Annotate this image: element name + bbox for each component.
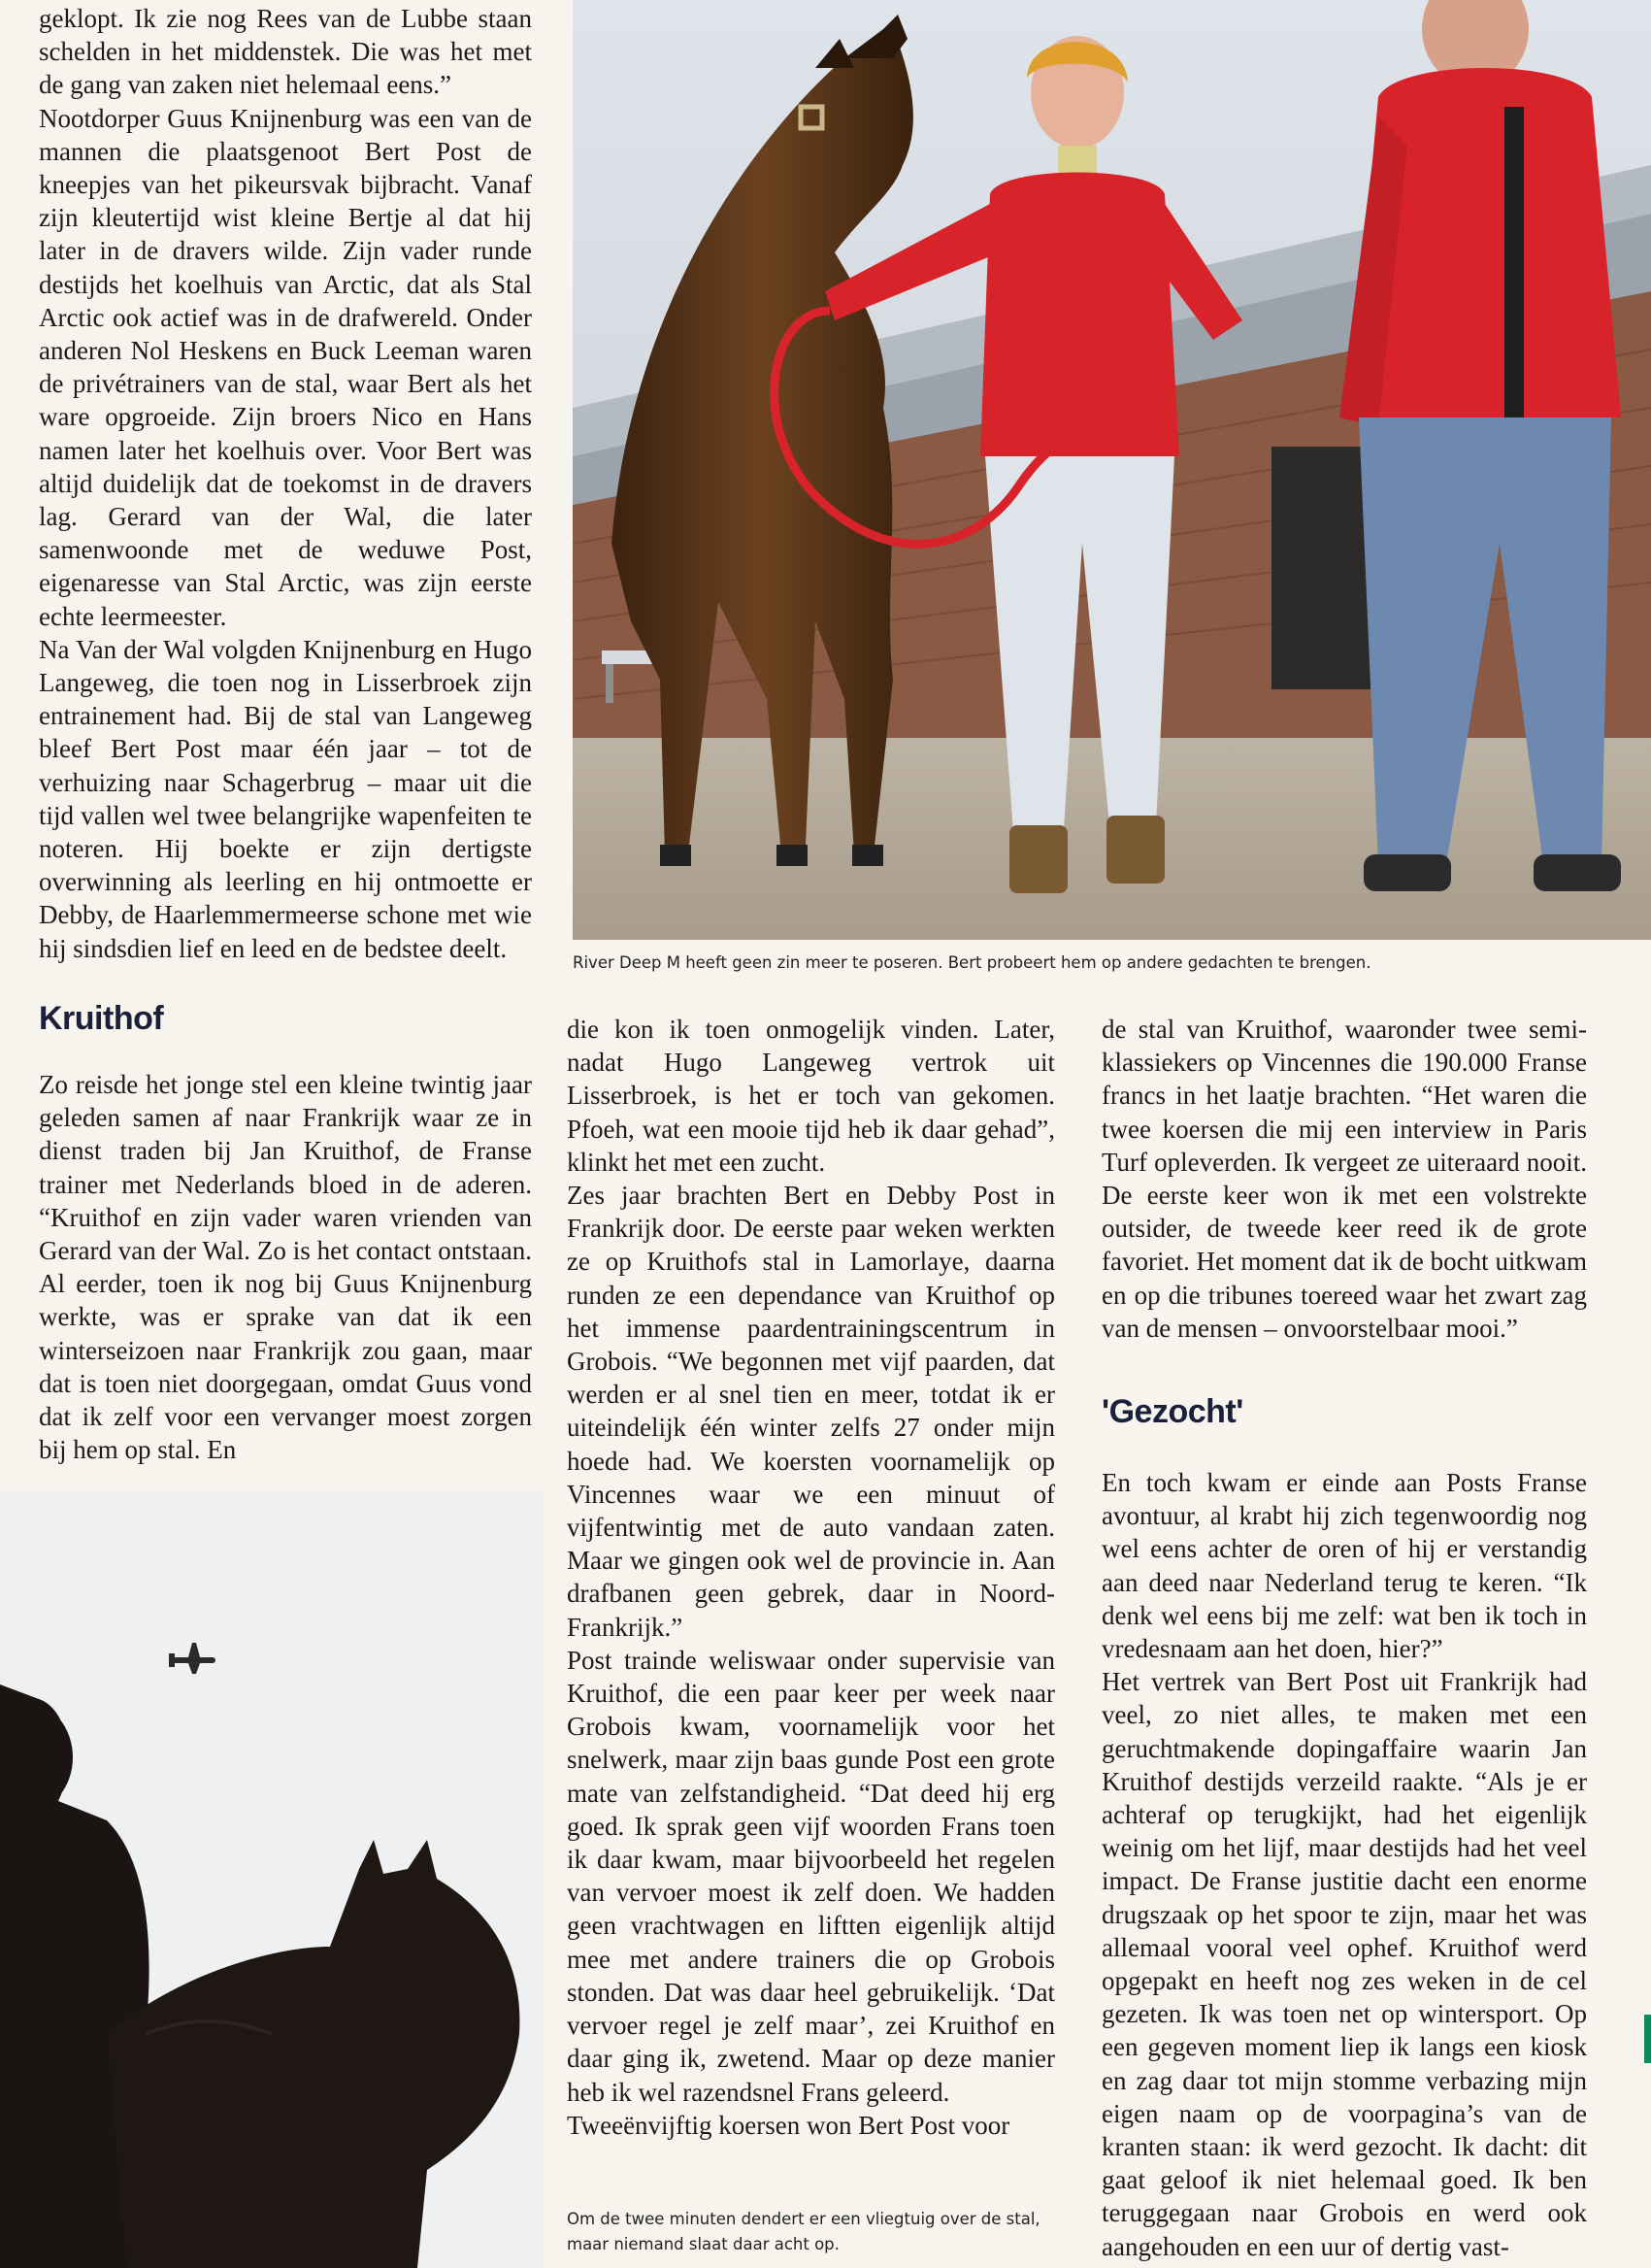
section-heading-gezocht: 'Gezocht' xyxy=(1102,1393,1243,1430)
paragraph: En toch kwam er einde aan Posts Franse avontuur, al krabt hij zich tegenwoordig nog wel eens achter de oren of hij er verstandig aan deed naar Nederland terug te keren. “Ik denk wel eens bij me zelf: wat ben ik toch in vredesnaam aan het doen, hier?” xyxy=(1102,1468,1587,1664)
photo-caption-top: River Deep M heeft geen zin meer te poseren. Bert probeert hem op andere gedachten te brengen. xyxy=(573,953,1371,972)
caption-line: Om de twee minuten dendert er een vliegtuig over de stal, xyxy=(567,2210,1040,2228)
paragraph: Post trainde weliswaar onder supervisie van Kruithof, die een paar keer per week naar Grobois kwam, voornamelijk voor het snelwerk, maar zijn baas gunde Post een grote mate van zelfstandigheid. “Dat deed hij erg goed. Ik sprak geen vijf woorden Frans toen ik daar kwam, maar bijvoorbeeld het regelen van vervoer moest ik zelf doen. We hadden geen vrachtwagen en liftten eigenlijk altijd mee met andere trainers die op Grobois stonden. Dat was daar heel gebruikelijk. ‘Dat vervoer regel je zelf maar’, zei Kruithof en daar ging ik, zwetend. Maar op deze manier heb ik wel razendsnel Frans geleerd. xyxy=(567,1645,1055,2107)
paragraph: Zo reisde het jonge stel een kleine twintig jaar geleden samen af naar Frankrijk waar ze in dienst traden bij Jan Kruithof, de Franse trainer met Nederlands bloed in de aderen. “Kruithof en zijn vader waren vrienden van Gerard van der Wal. Zo is het contact ontstaan. Al eerder, toen ik nog bij Guus Knijnenburg werkte, was er sprake van dat ik een winterseizoen naar Frankrijk zou gaan, maar dat is toen niet doorgegaan, omdat Guus vond dat ik zelf voor een vervanger moest zorgen bij hem op stal. En xyxy=(39,1070,532,1465)
paragraph: die kon ik toen onmogelijk vinden. Later, nadat Hugo Langeweg vertrok uit Lisserbroek, is het er toch van gekomen. Pfoeh, wat een mooie tijd heb ik daar gehad”, klinkt het met een zucht. xyxy=(567,1015,1055,1177)
photo-horse-and-trainers xyxy=(573,0,1651,940)
paragraph: de stal van Kruithof, waaronder twee semi-klassiekers op Vincennes die 190.000 Franse francs in het laatje brachten. “Het waren die twee koersen die mij een interview in Paris Turf opleverden. Ik vergeet ze uiteraard nooit. De eerste keer won ik met een volstrekte outsider, de tweede keer reed ik de grote favoriet. Het moment dat ik de bocht uitkwam en op die tribunes toereed waar het zwart zag van de mensen – onvoorstelbaar mooi.” xyxy=(1102,1015,1587,1343)
caption-line: maar niemand slaat daar acht op. xyxy=(567,2235,840,2253)
column-2 xyxy=(567,1013,1055,2142)
column-1-top xyxy=(39,2,532,965)
column-3-top xyxy=(1102,1013,1587,1345)
paragraph: Zes jaar brachten Bert en Debby Post in Frankrijk door. De eerste paar weken werkten ze op Kruithofs stal in Lamorlaye, daarna runden ze een dependance van Kruithof op het immense paardentrainingscentrum in Grobois. “We begonnen met vijf paarden, dat werden er al snel tien en meer, totdat ik er uiteindelijk één winter zelfs 27 onder mijn hoede had. We koersten voornamelijk op Vincennes waar we een minuut of vijfentwintig met de auto vandaan zaten. Maar we gingen ook wel de provincie in. Aan drafbanen geen gebrek, daar in Noord-Frankrijk.” xyxy=(567,1181,1055,1642)
paragraph: geklopt. Ik zie nog Rees van de Lubbe staan schelden in het middenstek. Die was het met de gang van zaken niet helemaal eens.” xyxy=(39,4,532,100)
paragraph: Na Van der Wal volgden Knijnenburg en Hugo Langeweg, die toen nog in Lisserbroek zijn entrainement had. Bij de stal van Langeweg bleef Bert Post maar één jaar – tot de verhuizing naar Schagerbrug – maar uit die tijd vallen wel twee belangrijke wapenfeiten te noteren. Hij boekte er zijn dertigste overwinning als leerling en hij ontmoette er Debby, de Haarlemmermeerse schone met wie hij sindsdien lief en leed en de bedstee deelt. xyxy=(39,634,532,963)
photo-silhouette-illustration xyxy=(0,1490,544,2268)
page-edge-tab xyxy=(1644,2015,1651,2063)
photo-silhouette-horse-plane xyxy=(0,1490,544,2268)
column-1-bottom xyxy=(39,1068,532,1466)
paragraph: Het vertrek van Bert Post uit Frankrijk had veel, zo niet alles, te maken met een geruchtmakende dopingaffaire waarin Jan Kruithof destijds verzeild raakte. “Als je er achteraf op terugkijkt, had het eigenlijk weinig om het lijf, maar destijds had het veel impact. De Franse justitie dacht een enorme drugszaak op het spoor te zijn, maar het was allemaal vooral veel ophef. Kruithof werd opgepakt en heeft nog zes weken in de cel gezeten. Ik was toen net op wintersport. Op een gegeven moment liep ik langs een kiosk en zag daar tot mijn stomme verbazing mijn eigen naam op de voorpagina’s van de kranten staan: ik werd gezocht. Ik dacht: dit gaat geloof ik niet helemaal goed. Ik ben teruggegaan naar Grobois en werd ook aangehouden en een uur of dertig vast- xyxy=(1102,1667,1587,2261)
section-heading-kruithof: Kruithof xyxy=(39,1000,164,1037)
photo-caption-bottom xyxy=(567,2207,1072,2257)
paragraph: Tweeënvijftig koersen won Bert Post voor xyxy=(567,2110,1010,2140)
column-3-bottom xyxy=(1102,1466,1587,2263)
photo-horse-and-trainers-illustration xyxy=(573,0,1651,940)
paragraph: Nootdorper Guus Knijnenburg was een van de mannen die plaatsgenoot Bert Post de kneepjes van het pikeursvak bijbracht. Vanaf zijn kleutertijd wist kleine Bertje al dat hij later in de dravers wilde. Zijn vader runde destijds het koelhuis van Arctic, dat als Stal Arctic ook actief was in de drafwereld. Onder anderen Nol Heskens en Buck Leeman waren de privétrainers van de stal, waar Bert als het ware opgroeide. Zijn broers Nico en Hans namen later het koelhuis over. Voor Bert was altijd duidelijk dat de toekomst in de dravers lag. Gerard van der Wal, die later samenwoonde met de weduwe Post, eigenaresse van Stal Arctic, was zijn eerste echte leermeester. xyxy=(39,103,532,631)
